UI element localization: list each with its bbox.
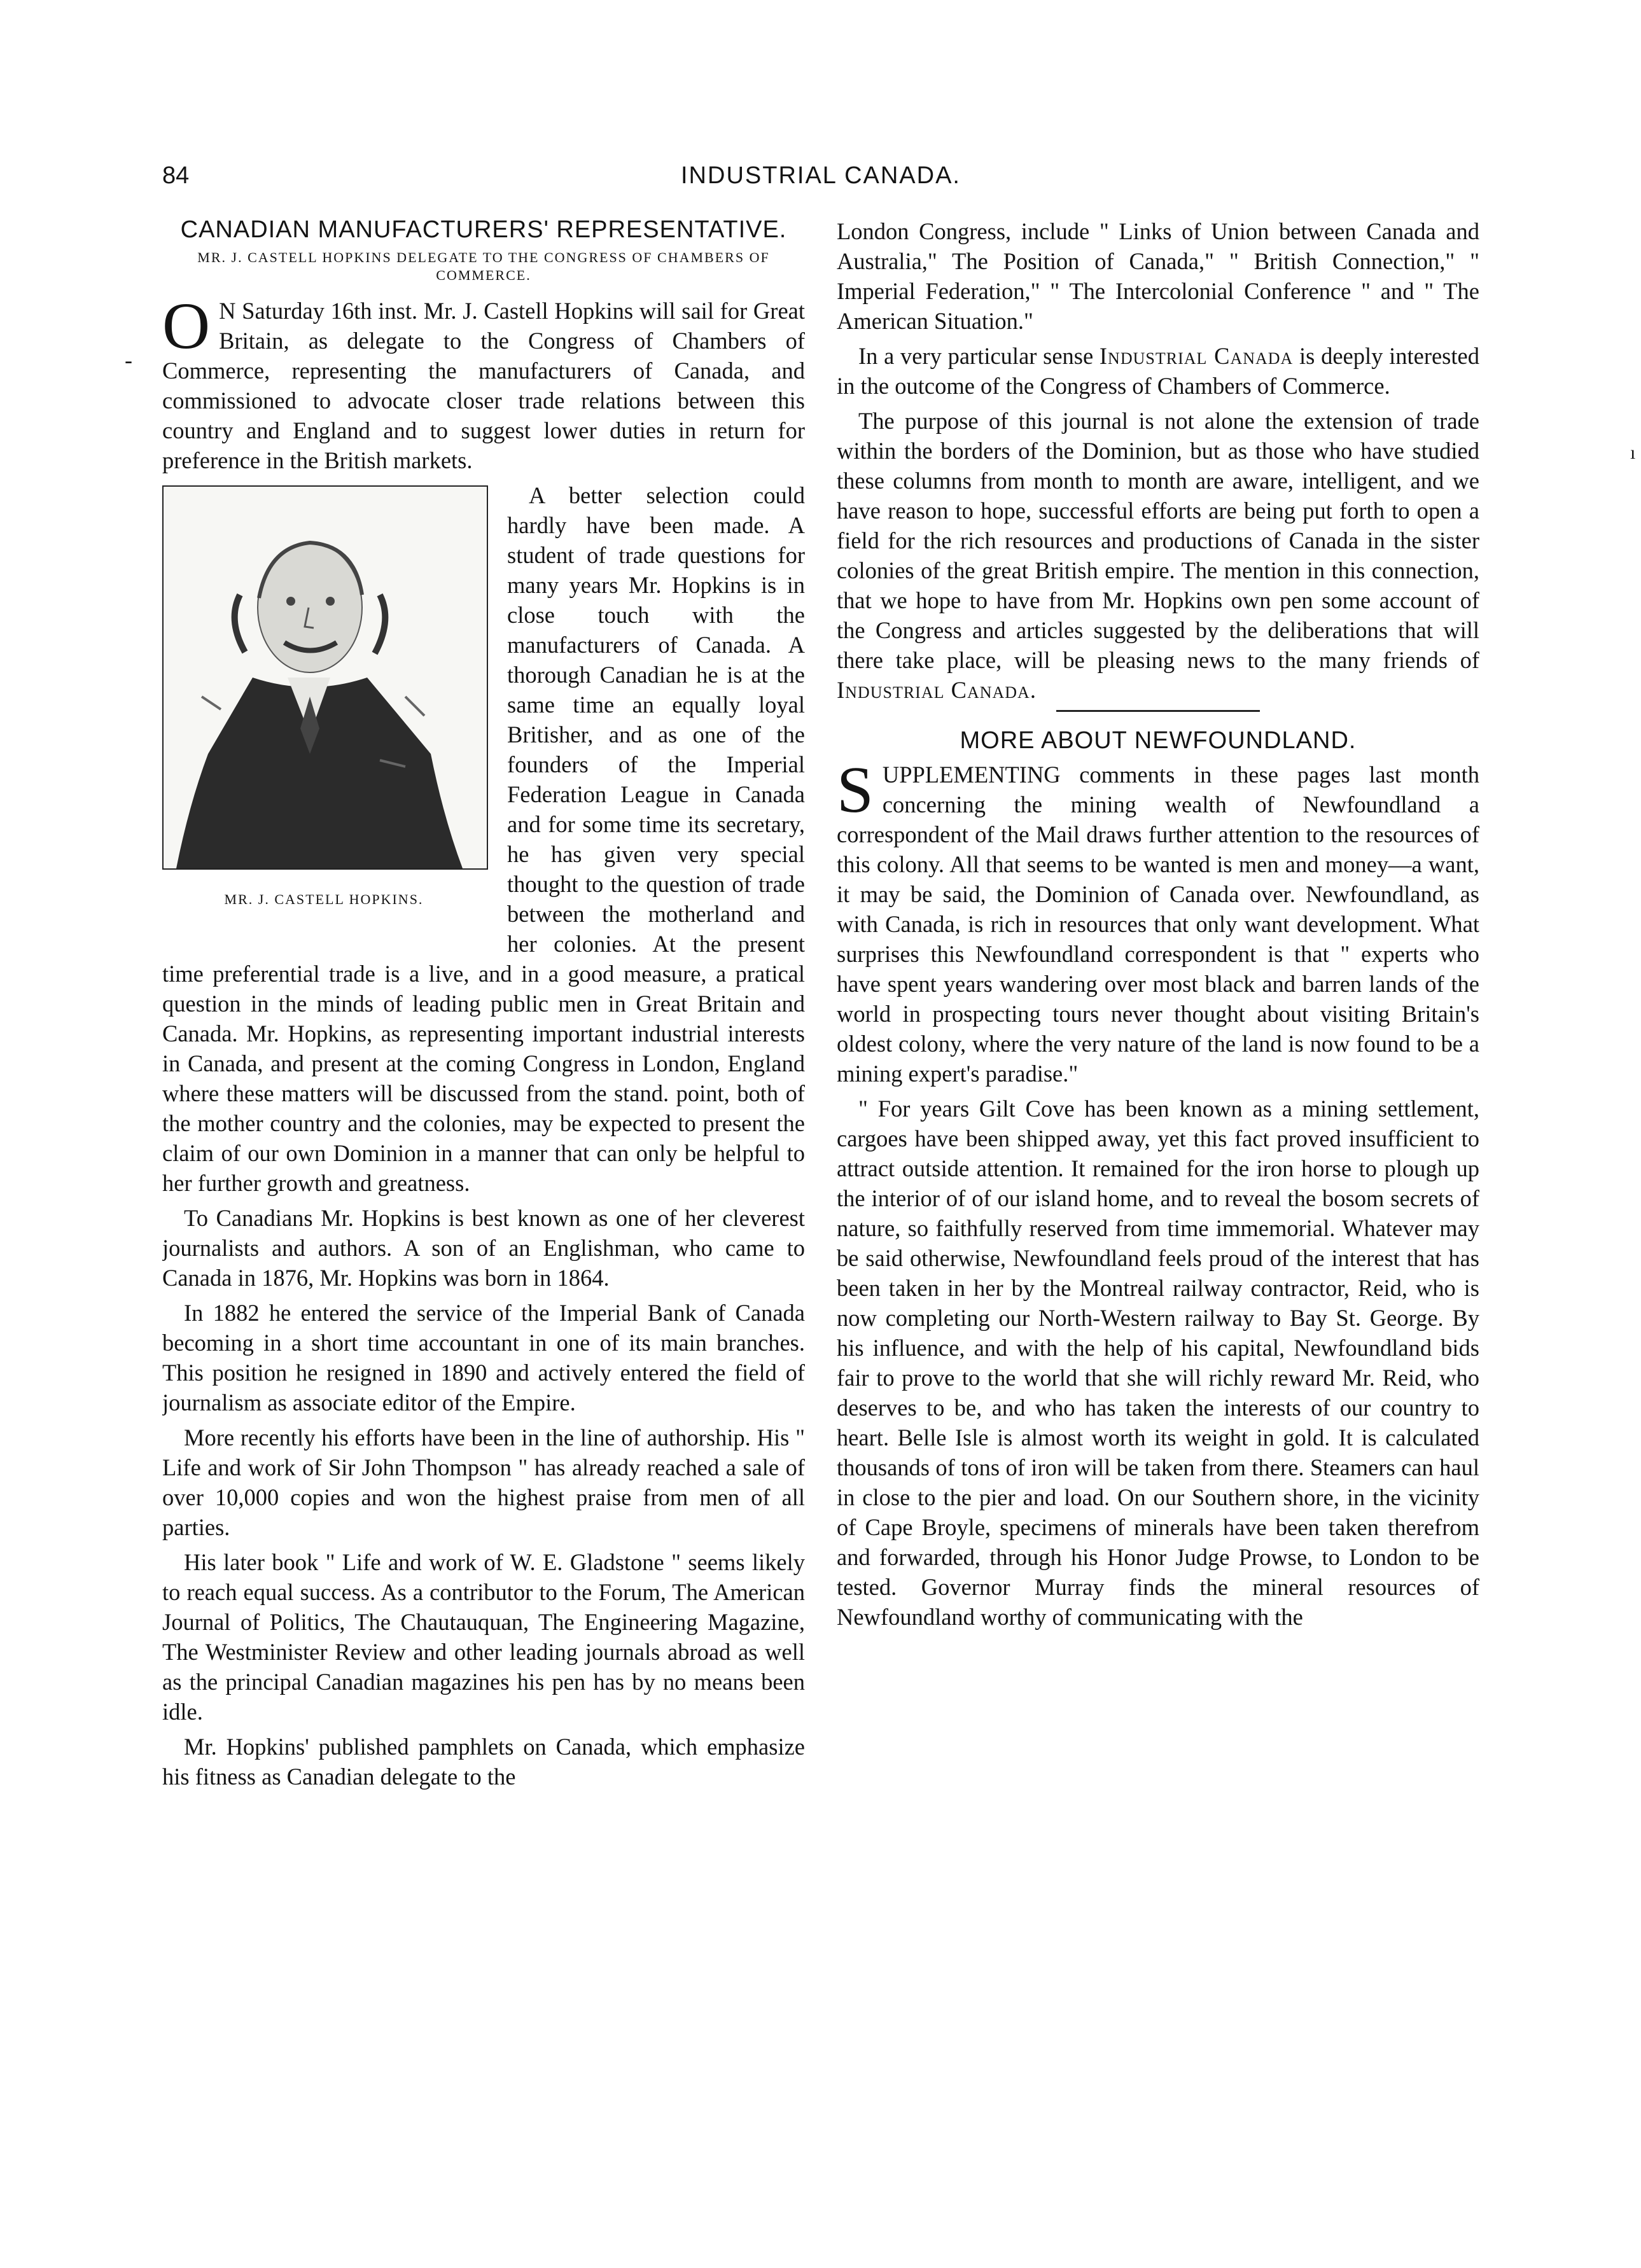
margin-mark: - <box>125 347 132 373</box>
page-header <box>162 162 1479 200</box>
article-paragraph <box>837 341 1479 401</box>
article-paragraph <box>837 406 1479 705</box>
journal-title: INDUSTRIAL CANADA. <box>681 162 961 189</box>
paragraph-text: UPPLEMENTING comments in these pages last month concerning the mining wealth of Newfoundland a correspondent of the Mail draws further attention to the resources of this colony. All that seems to be wanted is men and money—a want, it may be said, the Dominion of Canada over. Newfoundland, as with Canada, is rich in resources that only want development. What surprises this Newfoundland correspondent is that " experts who have spent years wandering over most black and barren lands of the world in prospecting tours never thought about visiting Britain's oldest colony, where the very nature of the land is now found to be a mining expert's paradise." <box>837 762 1479 1087</box>
margin-mark: ı <box>1630 442 1636 463</box>
article-paragraph: London Congress, include " Links of Union between Canada and Australia," The Position of Canada," " British Connection," " Imperial Federation," " The Intercolonial Conference " and " The American Situation." <box>837 218 1479 334</box>
article-title-representative: CANADIAN MANUFACTURERS' REPRESENTATIVE. <box>180 216 787 243</box>
paragraph-text: N Saturday 16th inst. Mr. J. Castell Hopkins will sail for Great Britain, as delegate to the Congress of Chambers of Commerce, representing the manufacturers of Canada, and commissioned to advocate closer trade relations between this country and England and to suggest lower duties in return for preference in the British markets. <box>162 298 805 473</box>
journal-name: Industrial Canada <box>837 677 1030 703</box>
section-divider <box>1056 710 1260 712</box>
right-column <box>837 216 1479 2087</box>
paragraph-text: In a very particular sense <box>858 343 1100 369</box>
article-paragraph <box>162 289 805 475</box>
page-number: 84 <box>162 162 190 189</box>
article-paragraph: " For years Gilt Cove has been known as a mining settlement, cargoes have been shipped away, yet this fact proved insufficient to attract outside attention. It remained for the iron horse to plough up the interior of of our island home, and to reveal the bosom secrets of nature, so faithfully reserved from time immemorial. Whatever may be said otherwise, Newfoundland feels proud of the interest that has been taken in her by the Montreal railway contractor, Reid, who is now completing our North-Western railway to Bay St. George. By his influence, and with the help of his capital, Newfoundland bids fair to prove to the world that she will richly reward Mr. Reid, who deserves to be, and who has taken the interests of our country to heart. Belle Isle is almost worth its weight in gold. It is calculated thousands of tons of iron will be taken from there. Steamers can haul in close to the pier and load. On our Southern shore, in the vicinity of Cape Broyle, specimens of minerals have been taken therefrom and forwarded, through his Honor Judge Prowse, to London to be tested. Governor Murray finds the mineral resources of Newfoundland worthy of communicating with the <box>837 1096 1479 1630</box>
portrait-engraving <box>164 487 487 868</box>
article-paragraph: Mr. Hopkins' published pamphlets on Canada, which emphasize his fitness as Canadian delegate to the <box>162 1734 805 1790</box>
article-paragraph <box>837 753 1479 1089</box>
drop-cap: S <box>837 753 874 826</box>
article-paragraph: To Canadians Mr. Hopkins is best known as one of her cleverest journalists and authors. A son of an Englishman, who came to Canada in 1876, Mr. Hopkins was born in 1864. <box>162 1205 805 1291</box>
portrait-figure <box>162 485 487 936</box>
left-column <box>162 216 805 2087</box>
article-title-newfoundland: MORE ABOUT NEWFOUNDLAND. <box>960 727 1357 754</box>
article-paragraph: A better selection could hardly have been made. A student of trade questions for many years Mr. Hopkins is in close touch with the manufacturers of Canada. A thorough Canadian he is at the same time an equally loyal Britisher, and as one of the founders of the Imperial Federation League in Canada and for some time its secretary, he has given very special thought to the question of trade between the motherland and her colonies. At the present time preferential trade is a live, and in a good measure, a pratical question in the minds of leading public men in Great Britain and Canada. Mr. Hopkins, as representing important industrial interests in Canada, and present at the coming Congress in London, England where these matters will be discussed from the stand. point, both of the mother country and the colonies, may be expected to present the claim of our own Dominion in a manner that can only be helpful to her further growth and greatness. <box>162 482 805 1196</box>
article-paragraph: In 1882 he entered the service of the Imperial Bank of Canada becoming in a short time accountant in one of its main branches. This position he resigned in 1890 and actively entered the field of journalism as associate editor of the Empire. <box>162 1300 805 1416</box>
paragraph-text: . <box>1030 677 1036 703</box>
paragraph-text: is deeply interested in the outcome of the Congress of Chambers of Commerce. <box>837 343 1479 399</box>
drop-cap: O <box>162 289 211 363</box>
paragraph-text: The purpose of this journal is not alone the extension of trade within the borders of the Dominion, but as those who have studied these columns from month to month are aware, intelligent, and we have reason to hope, successful efforts are being put forth to open a field for the rich resources and productions of Canada in the sister colonies of the great British empire. The mention in this connection, that we hope to have from Mr. Hopkins own pen some account of the Congress and articles suggested by the deliberations that will there take place, will be pleasing news to the many friends of <box>837 408 1479 673</box>
article-paragraph: More recently his efforts have been in the line of authorship. His " Life and work of Sir John Thompson " has already reached a sale of over 10,000 copies and won the highest praise from men of all parties. <box>162 1424 805 1540</box>
portrait-caption: MR. J. CASTELL HOPKINS. <box>224 891 424 907</box>
journal-name: Industrial Canada <box>1099 343 1294 369</box>
article-subhead: MR. J. CASTELL HOPKINS DELEGATE TO THE CONGRESS OF CHAMBERS OF COMMERCE. <box>197 249 770 283</box>
portrait-photo <box>162 485 488 870</box>
article-paragraph: His later book " Life and work of W. E. Gladstone " seems likely to reach equal success. As a contributor to the Forum, The American Journal of Politics, The Chautauquan, The Engineering Magazine, The Westminister Review and other leading journals abroad as well as the principal Canadian magazines his pen has by no means been idle. <box>162 1549 805 1725</box>
